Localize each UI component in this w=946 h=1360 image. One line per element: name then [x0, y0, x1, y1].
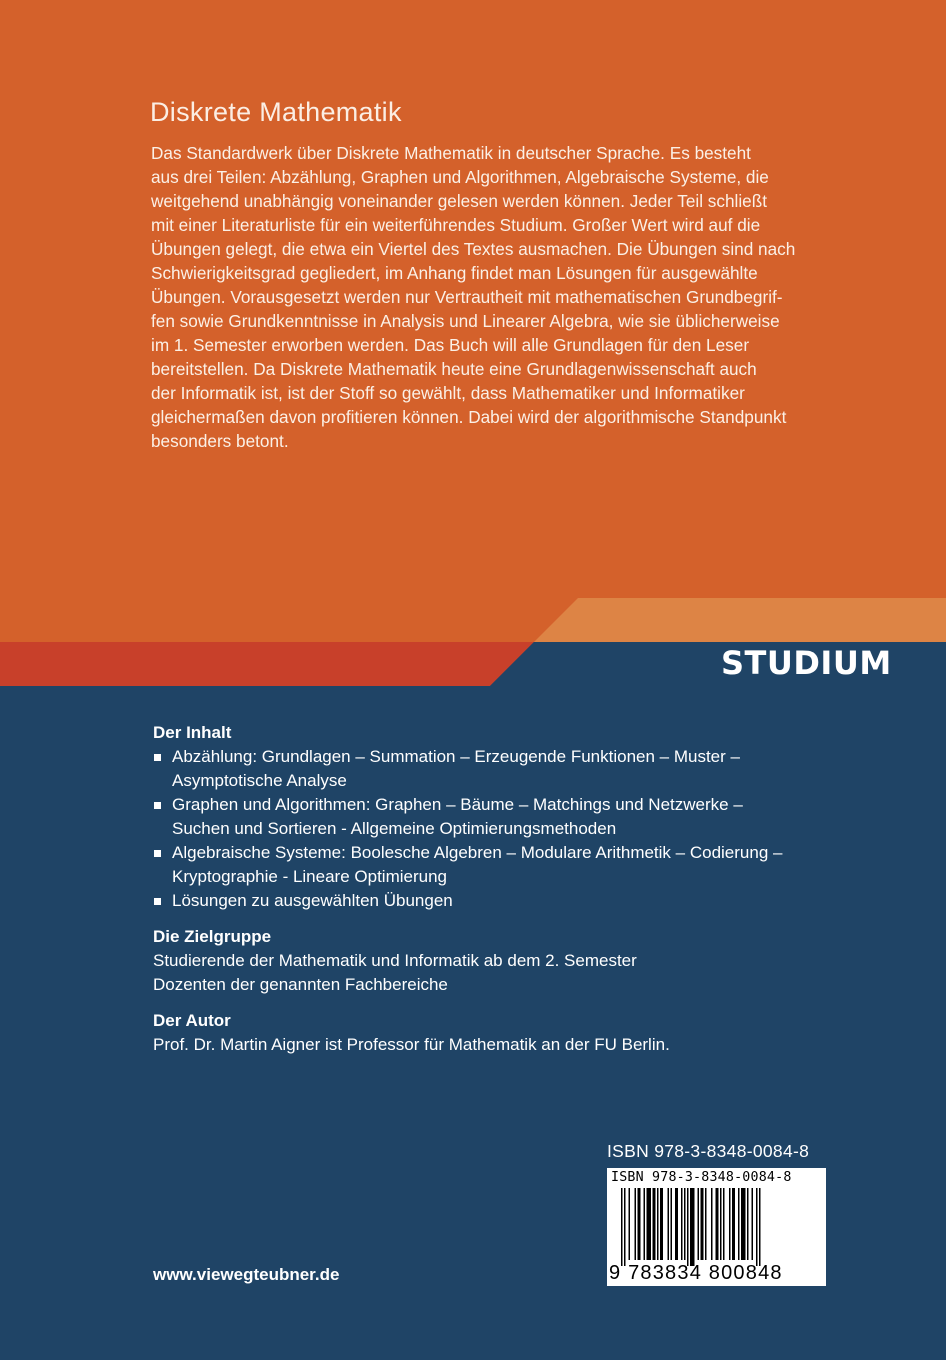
- barcode-bar: [723, 1188, 725, 1260]
- barcode-bar: [635, 1188, 637, 1260]
- publisher-website: www.viewegteubner.de: [153, 1265, 340, 1284]
- barcode-bar: [684, 1188, 686, 1260]
- list-item: [153, 889, 853, 913]
- barcode-bar: [629, 1188, 631, 1260]
- blurb-line: aus drei Teilen: Abzählung, Graphen und Algorithmen, Algebraische Systeme, die: [151, 167, 769, 187]
- barcode-bar: [624, 1188, 626, 1266]
- barcode-bar: [681, 1188, 683, 1260]
- list-item-line: Abzählung: Grundlagen – Summation – Erzeugende Funktionen – Muster –: [172, 747, 740, 766]
- barcode-bar: [747, 1188, 749, 1260]
- barcode-digits: 9 783834 800848: [609, 1262, 783, 1284]
- blurb-line: Übungen. Vorausgesetzt werden nur Vertrautheit mit mathematischen Grundbegrif-: [151, 287, 783, 307]
- barcode-bar: [741, 1188, 746, 1260]
- barcode-bar: [671, 1188, 673, 1260]
- barcode: [607, 1168, 826, 1286]
- barcode-bar: [756, 1188, 758, 1266]
- author-heading: Der Autor: [153, 1011, 231, 1030]
- list-item-line: Kryptographie - Lineare Optimierung: [172, 867, 447, 886]
- blurb-line: der Informatik ist, ist der Stoff so gewählt, dass Mathematiker und Informatiker: [151, 383, 745, 403]
- blurb-line: mit einer Literaturliste für ein weiterführendes Studium. Großer Wert wird auf die: [151, 215, 761, 235]
- barcode-bar: [660, 1188, 663, 1260]
- blurb-line: im 1. Semester erworben werden. Das Buch will alle Grundlagen für den Leser: [151, 335, 750, 355]
- barcode-bar: [759, 1188, 761, 1266]
- barcode-header: ISBN 978-3-8348-0084-8: [611, 1170, 792, 1185]
- series-label: STUDIUM: [721, 644, 892, 682]
- barcode-bar: [644, 1188, 646, 1260]
- list-item: [153, 841, 853, 889]
- barcode-bar: [698, 1188, 700, 1260]
- band-red-stripe: [0, 642, 534, 686]
- list-item-line: Algebraische Systeme: Boolesche Algebren – Modulare Arithmetik – Codierung –: [172, 843, 783, 862]
- book-title: Diskrete Mathematik: [150, 97, 402, 127]
- list-item: [153, 745, 853, 793]
- barcode-bar: [668, 1188, 670, 1260]
- contents-list: [153, 745, 853, 913]
- band-light-stripe: [534, 598, 946, 642]
- list-item-line: Graphen und Algorithmen: Graphen – Bäume – Matchings und Netzwerke –: [172, 795, 743, 814]
- barcode-bar: [657, 1188, 659, 1260]
- blurb-line: besonders betont.: [151, 431, 289, 451]
- barcode-bar: [738, 1188, 740, 1260]
- blurb-line: Das Standardwerk über Diskrete Mathematik in deutscher Sprache. Es besteht: [151, 143, 751, 163]
- barcode-bar: [716, 1188, 719, 1260]
- square-bullet-icon: [154, 802, 161, 809]
- list-item-line: Asymptotische Analyse: [172, 771, 347, 790]
- square-bullet-icon: [154, 754, 161, 761]
- barcode-bar: [687, 1188, 689, 1266]
- list-item-line: Suchen und Sortieren - Allgemeine Optimierungsmethoden: [172, 819, 617, 838]
- blurb-line: weitgehend unabhängig voneinander gelesen werden können. Jeder Teil schließt: [151, 191, 768, 211]
- square-bullet-icon: [154, 850, 161, 857]
- barcode-bar: [705, 1188, 707, 1260]
- blurb-line: Übungen gelegt, die etwa ein Viertel des Textes ausmachen. Die Übungen sind nach: [151, 239, 796, 259]
- list-item: [153, 793, 853, 841]
- details-content: [153, 721, 853, 1057]
- barcode-bar: [720, 1188, 722, 1260]
- barcode-bar: [690, 1188, 695, 1266]
- blurb-line: gleichermaßen davon profitieren können. Dabei wird der algorithmische Standpunkt: [151, 407, 787, 427]
- barcode-bar: [621, 1188, 623, 1266]
- list-item-line: Lösungen zu ausgewählten Übungen: [172, 891, 453, 910]
- author-line: Prof. Dr. Martin Aigner ist Professor für Mathematik an der FU Berlin.: [153, 1035, 670, 1054]
- audience-line: Studierende der Mathematik und Informatik ab dem 2. Semester: [153, 951, 637, 970]
- barcode-bar: [653, 1188, 656, 1260]
- blurb-line: bereitstellen. Da Diskrete Mathematik heute eine Grundlagenwissenschaft auch: [151, 359, 757, 379]
- barcode-bar: [732, 1188, 735, 1260]
- barcode-bar: [711, 1188, 713, 1260]
- barcode-bar: [729, 1188, 731, 1260]
- barcode-bar: [647, 1188, 652, 1260]
- audience-heading: Die Zielgruppe: [153, 927, 272, 946]
- contents-heading: Der Inhalt: [153, 723, 232, 742]
- barcode-bar: [638, 1188, 641, 1260]
- barcode-bar: [701, 1188, 704, 1260]
- square-bullet-icon: [154, 898, 161, 905]
- blurb-line: fen sowie Grundkenntnisse in Analysis und Linearer Algebra, wie sie üblicherweise: [151, 311, 780, 331]
- blurb-line: Schwierigkeitsgrad gegliedert, im Anhang findet man Lösungen für ausgewählte: [151, 263, 758, 283]
- barcode-bars: [607, 1188, 826, 1268]
- audience-line: Dozenten der genannten Fachbereiche: [153, 975, 448, 994]
- barcode-bar: [675, 1188, 678, 1260]
- blurb-text: [151, 141, 841, 453]
- isbn-label: ISBN 978-3-8348-0084-8: [607, 1141, 810, 1161]
- barcode-bar: [752, 1188, 754, 1260]
